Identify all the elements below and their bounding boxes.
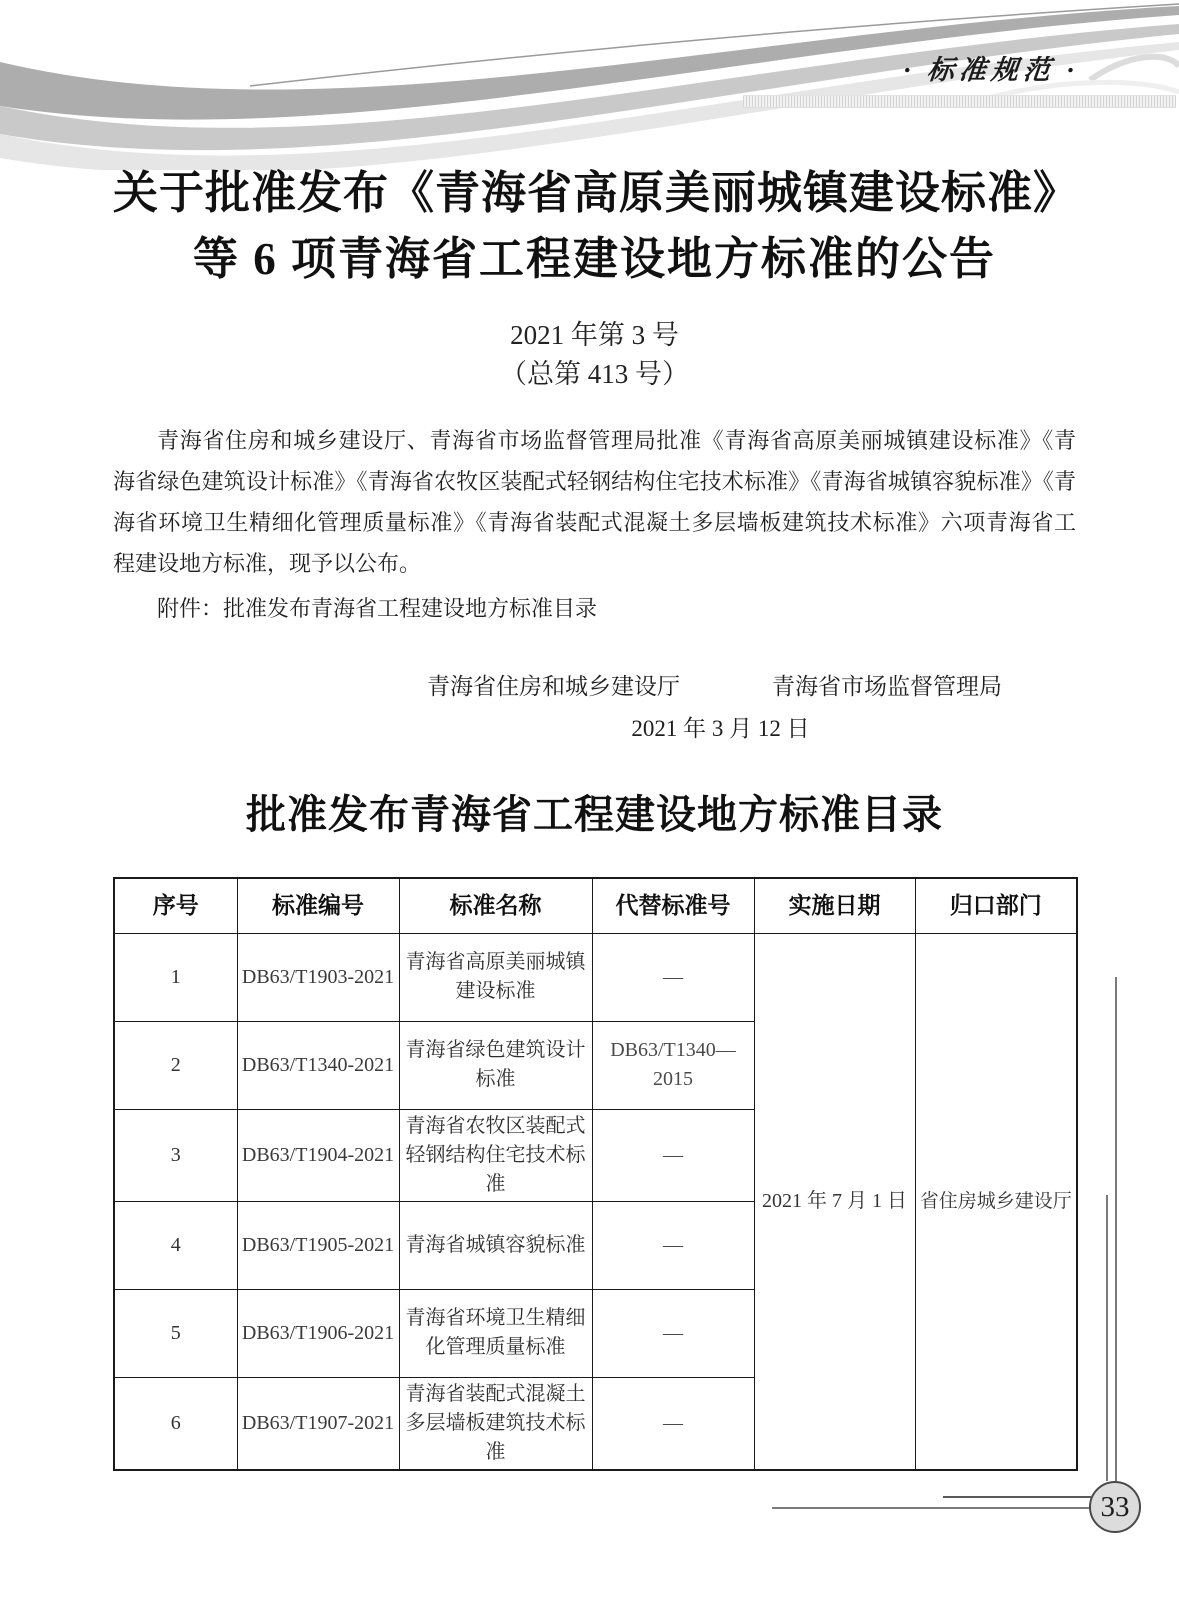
cell-replaces: DB63/T1340—2015 xyxy=(592,1021,754,1109)
issue-date: 2021 年 3 月 12 日 xyxy=(631,716,810,741)
header-cell-impl-date: 实施日期 xyxy=(754,878,915,933)
cell-replaces: — xyxy=(592,1201,754,1289)
cell-name: 青海省环境卫生精细化管理质量标准 xyxy=(399,1289,592,1377)
body-line: 青海省住房和城乡建设厅、青海省市场监督管理局批准《青海省高原美丽城镇建设标准》《青 xyxy=(157,428,1076,453)
cell-code: DB63/T1904-2021 xyxy=(237,1109,399,1201)
cell-code: DB63/T1340-2021 xyxy=(237,1021,399,1109)
cell-replaces: — xyxy=(592,1109,754,1201)
announcement-title-line-2: 等 6 项青海省工程建设地方标准的公告 xyxy=(192,234,996,284)
header-cell-replaces: 代替标准号 xyxy=(592,878,754,933)
header-cell-code: 标准编号 xyxy=(237,878,399,933)
document-number: 2021 年第 3 号 xyxy=(510,320,679,350)
department-cell: 省住房城乡建设厅 xyxy=(915,933,1077,1470)
cell-no: 4 xyxy=(114,1201,237,1289)
issuer-signatures xyxy=(233,671,1179,703)
document-number-total: （总第 413 号） xyxy=(500,359,689,389)
announcement-title-line-1: 关于批准发布《青海省高原美丽城镇建设标准》 xyxy=(113,168,1080,218)
announcement-body xyxy=(113,420,1076,629)
cell-code: DB63/T1907-2021 xyxy=(237,1377,399,1470)
page-number-badge xyxy=(1089,1481,1141,1533)
header-cell-no: 序号 xyxy=(114,878,237,933)
announcement-title xyxy=(113,160,1080,292)
document-content xyxy=(113,0,1080,1471)
cell-replaces: — xyxy=(592,1377,754,1470)
cell-replaces: — xyxy=(592,933,754,1021)
cell-code: DB63/T1906-2021 xyxy=(237,1289,399,1377)
right-margin-rule-short xyxy=(1106,1195,1108,1481)
right-margin-rule-long xyxy=(1115,977,1117,1481)
cell-name: 青海省城镇容貌标准 xyxy=(399,1201,592,1289)
cell-no: 3 xyxy=(114,1109,237,1201)
cell-name: 青海省农牧区装配式轻钢结构住宅技术标准 xyxy=(399,1109,592,1201)
catalog-table xyxy=(113,877,1078,1471)
issuer-right: 青海省市场监督管理局 xyxy=(772,674,1002,699)
header-cell-department: 归口部门 xyxy=(915,878,1077,933)
implementation-date-cell: 2021 年 7 月 1 日 xyxy=(754,933,915,1470)
cell-name: 青海省装配式混凝土多层墙板建筑技术标准 xyxy=(399,1377,592,1470)
body-line: 海省绿色建筑设计标准》《青海省农牧区装配式轻钢结构住宅技术标准》《青海省城镇容貌标准》《青 xyxy=(113,469,1076,494)
cell-code: DB63/T1903-2021 xyxy=(237,933,399,1021)
attachment-note: 附件：批准发布青海省工程建设地方标准目录 xyxy=(157,596,598,621)
table-header-row xyxy=(114,878,1077,933)
body-line: 海省环境卫生精细化管理质量标准》《青海省装配式混凝土多层墙板建筑技术标准》六项青海省工 xyxy=(113,510,1076,535)
cell-name: 青海省绿色建筑设计标准 xyxy=(399,1021,592,1109)
cell-no: 5 xyxy=(114,1289,237,1377)
document-number-block xyxy=(113,316,1076,394)
table-row xyxy=(114,933,1077,1021)
footer-rule-top xyxy=(943,1496,1091,1498)
cell-code: DB63/T1905-2021 xyxy=(237,1201,399,1289)
footer-rule-bottom xyxy=(772,1507,1090,1509)
cell-replaces: — xyxy=(592,1289,754,1377)
page-number: 33 xyxy=(1100,1490,1130,1523)
cell-no: 2 xyxy=(114,1021,237,1109)
cell-name: 青海省高原美丽城镇建设标准 xyxy=(399,933,592,1021)
cell-no: 1 xyxy=(114,933,237,1021)
header-cell-name: 标准名称 xyxy=(399,878,592,933)
body-line: 程建设地方标准，现予以公布。 xyxy=(113,551,422,576)
catalog-title: 批准发布青海省工程建设地方标准目录 xyxy=(246,792,943,837)
section-label: · 标准规范 · xyxy=(902,55,1081,85)
issuer-left: 青海省住房和城乡建设厅 xyxy=(427,674,680,699)
cell-no: 6 xyxy=(114,1377,237,1470)
